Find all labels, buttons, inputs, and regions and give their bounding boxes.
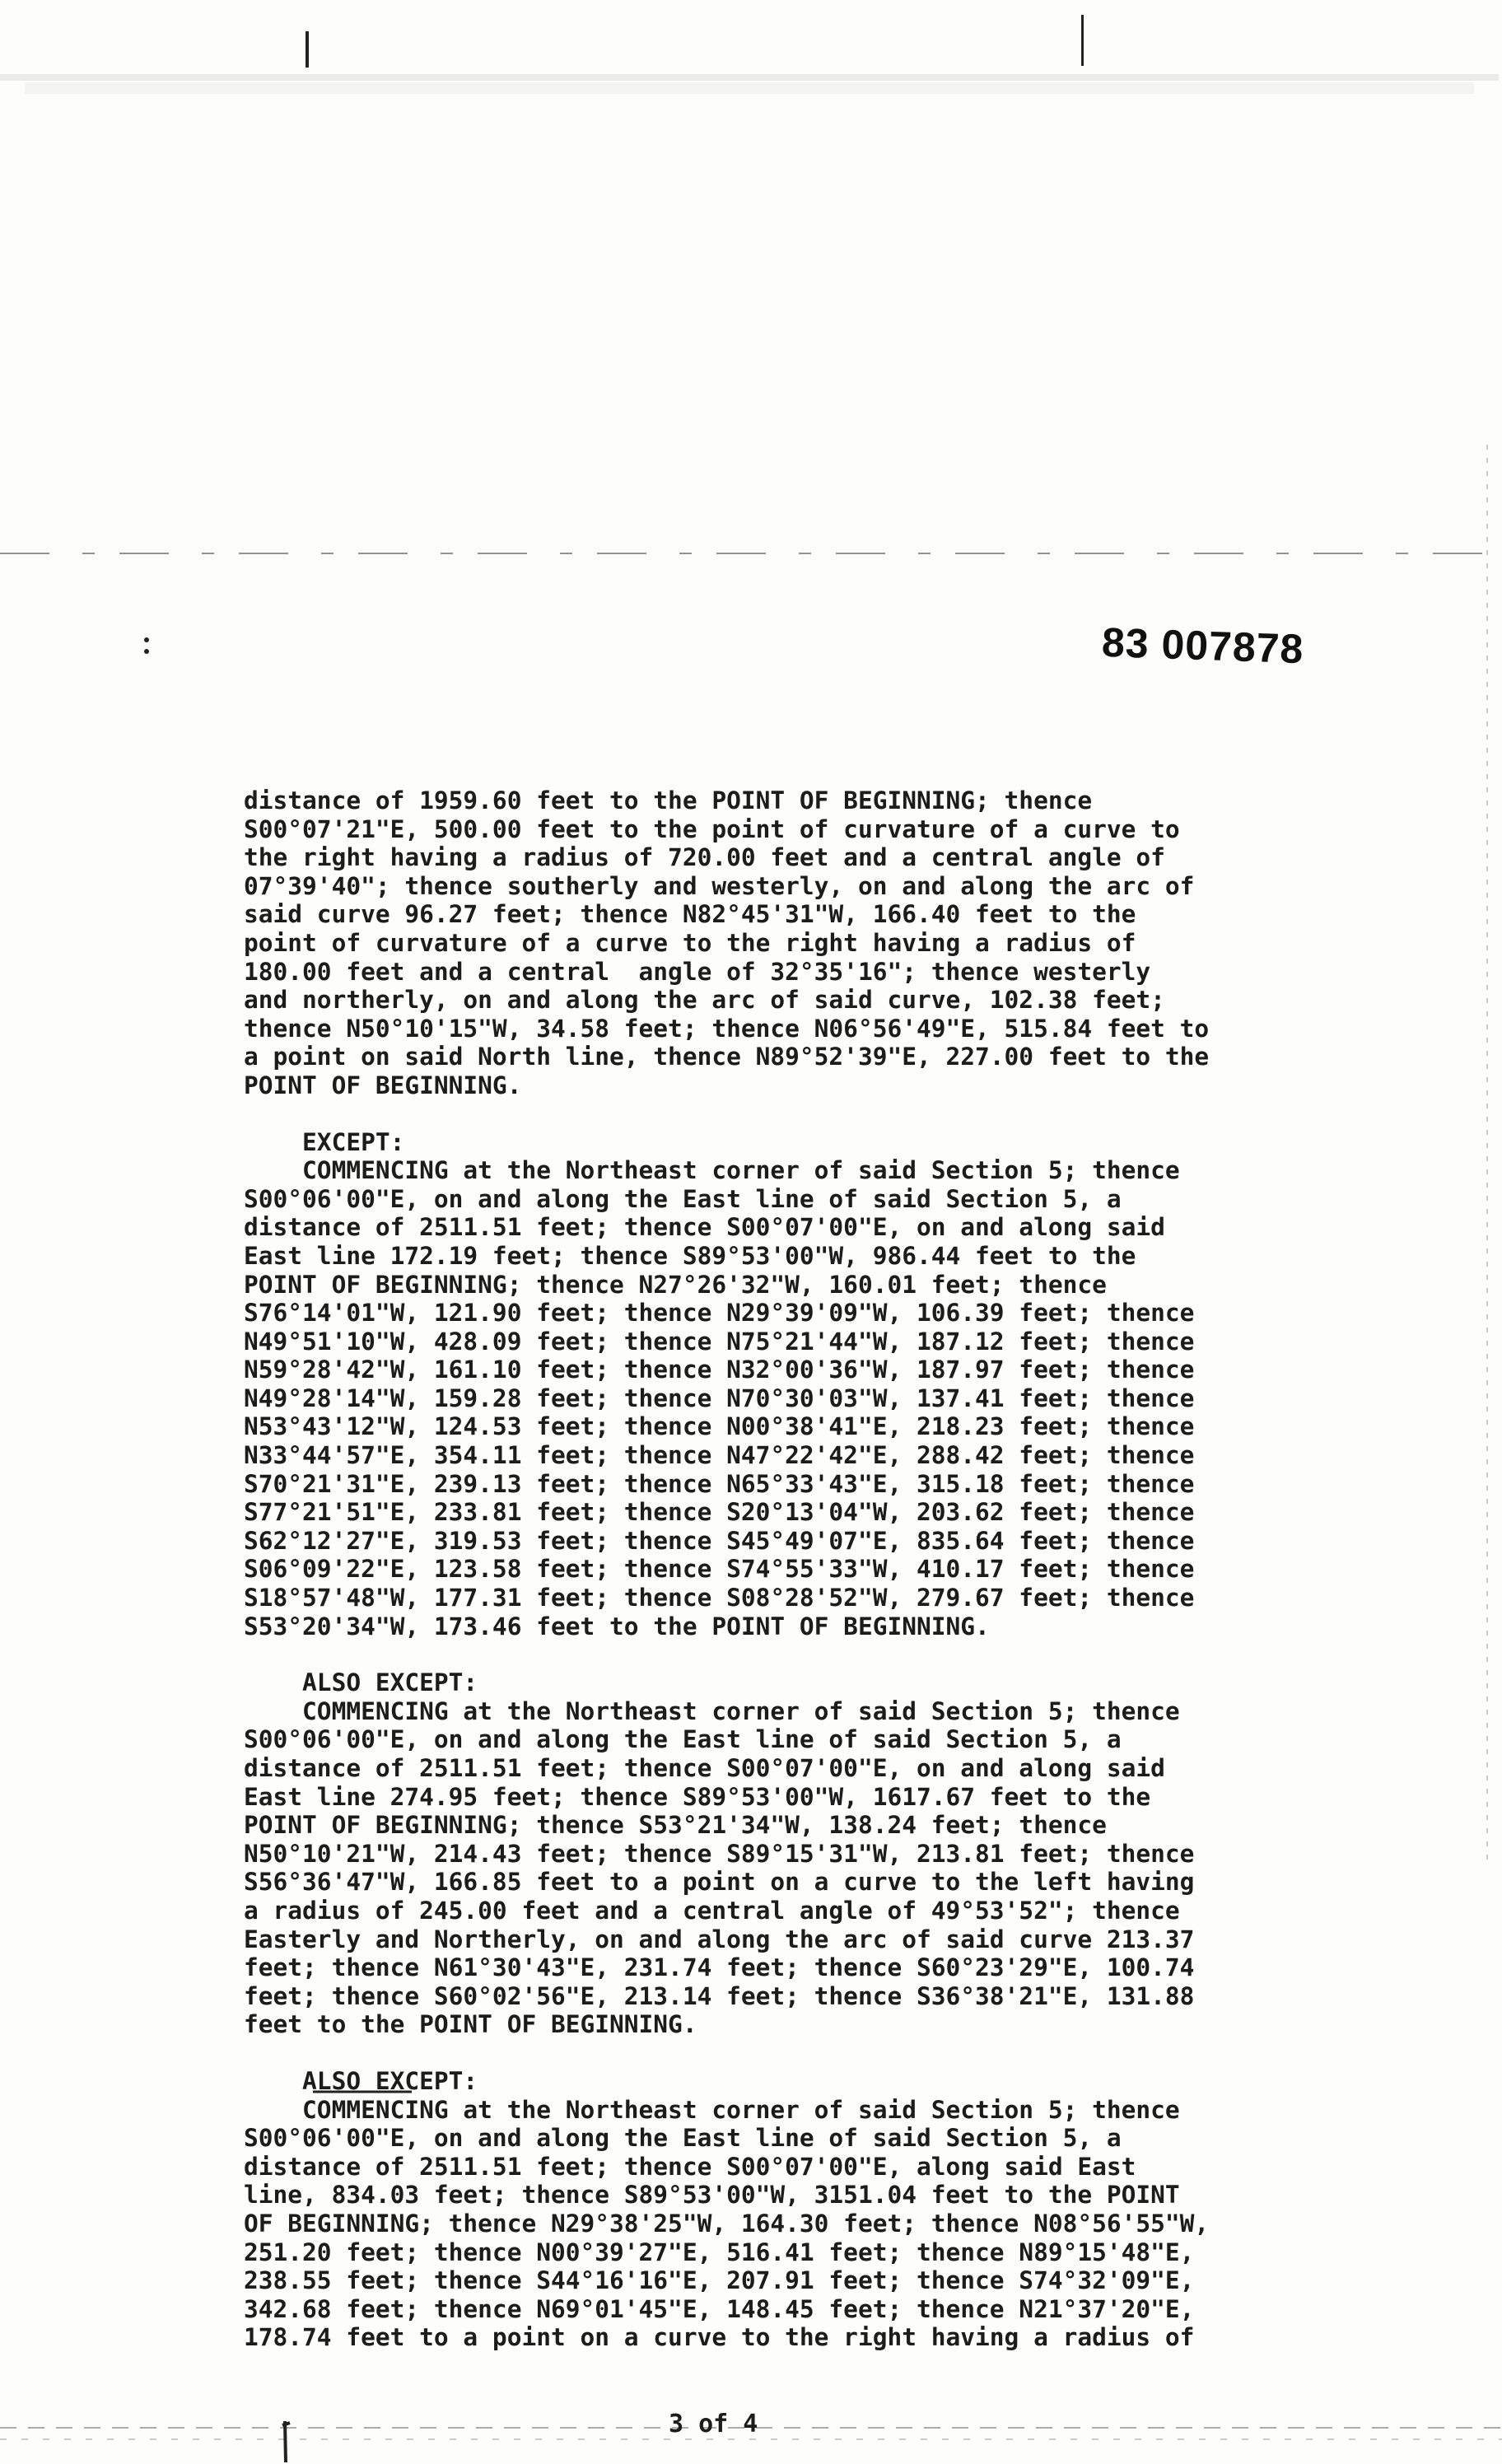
also-except-heading: ALSO EXCEPT: — [302, 2066, 478, 2095]
bottom-stray-mark — [282, 2421, 290, 2462]
paragraph-1: distance of 1959.60 feet to the POINT OF BEGINNING; thence S00°07'21"E, 500.00 feet to the point of curvature of a curve to the right having a radius of 720.00 feet and a central angle of 07°39'40"; thence southerly and westerly, on and along the arc of said curve 96.27 feet; thence N82°45'31"W, 166.40 feet to the point of curvature of a curve to the right having a radius of 180.00 feet and a central angle of 32°35'16"; thence westerly and northerly, on and along the arc of said curve, 102.38 feet; thence N50°10'15"W, 34.58 feet; thence N06°56'49"E, 515.84 feet to a point on said North line, thence N89°52'39"E, 227.00 feet to the POINT OF BEGINNING. — [244, 786, 1210, 1099]
also-except-paragraph: COMMENCING at the Northeast corner of said Section 5; thence S00°06'00"E, on and along the East line of said Section 5, a distance of 2511.51 feet; thence S00°07'00"E, along said East line, 834.03 feet; thence S89°53'00"W, 3151.04 feet to the POINT OF BEGINNING; thence N29°38'25"W, 164.30 feet; thence N08°56'55"W, 251.20 feet; thence N00°39'27"E, 516.41 feet; thence N89°15'48"E, 238.55 feet; thence S44°16'16"E, 207.91 feet; thence S74°32'09"E, 342.68 feet; thence N69°01'45"E, 148.45 feet; thence N21°37'20"E, 178.74 feet to a point on a curve to the right having a radius of — [244, 2095, 1210, 2352]
except-heading: EXCEPT: — [302, 1127, 405, 1156]
margin-dot — [144, 649, 149, 654]
top-mark-left — [306, 31, 309, 68]
top-mark-right — [1081, 15, 1084, 66]
document-number: 83 007878 — [1101, 618, 1305, 673]
also-except-paragraph: COMMENCING at the Northeast corner of said Section 5; thence S00°06'00"E, on and along the East line of said Section 5, a distance of 2511.51 feet; thence S00°07'00"E, on and along said East line 274.95 feet; thence S89°53'00"W, 1617.67 feet to the POINT OF BEGINNING; thence S53°21'34"W, 138.24 feet; thence N50°10'21"W, 214.43 feet; thence S89°15'31"W, 213.81 feet; thence S56°36'47"W, 166.85 feet to a point on a curve to the left having a radius of 245.00 feet and a central angle of 49°53'52"; thence Easterly and Northerly, on and along the arc of said curve 213.37 feet; thence N61°30'43"E, 231.74 feet; thence S60°23'29"E, 100.74 feet; thence S60°02'56"E, 213.14 feet; thence S36°38'21"E, 131.88 feet to the POINT OF BEGINNING. — [244, 1696, 1195, 2039]
except-paragraph: COMMENCING at the Northeast corner of said Section 5; thence S00°06'00"E, on and along the East line of said Section 5, a distance of 2511.51 feet; thence S00°07'00"E, on and along said East line 172.19 feet; thence S89°53'00"W, 986.44 feet to the POINT OF BEGINNING; thence N27°26'32"W, 160.01 feet; thence S76°14'01"W, 121.90 feet; thence N29°39'09"W, 106.39 feet; thence N49°51'10"W, 428.09 feet; thence N75°21'44"W, 187.12 feet; thence N59°28'42"W, 161.10 feet; thence N32°00'36"W, 187.97 feet; thence N49°28'14"W, 159.28 feet; thence N70°30'03"W, 137.41 feet; thence N53°43'12"W, 124.53 feet; thence N00°38'41"E, 218.23 feet; thence N33°44'57"E, 354.11 feet; thence N47°22'42"E, 288.42 feet; thence S70°21'31"E, 239.13 feet; thence N65°33'43"E, 315.18 feet; thence S77°21'51"E, 233.81 feet; thence S20°13'04"W, 203.62 feet; thence S62°12'27"E, 319.53 feet; thence S45°49'07"E, 835.64 feet; thence S06°09'22"E, 123.58 feet; thence S74°55'33"W, 410.17 feet; thence S18°57'48"W, 177.31 feet; thence S08°28'52"W, 279.67 feet; thence S53°20'34"W, 173.46 feet to the POINT OF BEGINNING. — [244, 1156, 1195, 1640]
legal-description — [244, 786, 1265, 2352]
margin-dot — [144, 637, 149, 642]
also-except-heading: ALSO EXCEPT: — [302, 1668, 478, 1697]
top-noise-band — [0, 74, 1499, 94]
page-number: 3 of 4 — [669, 2410, 758, 2438]
